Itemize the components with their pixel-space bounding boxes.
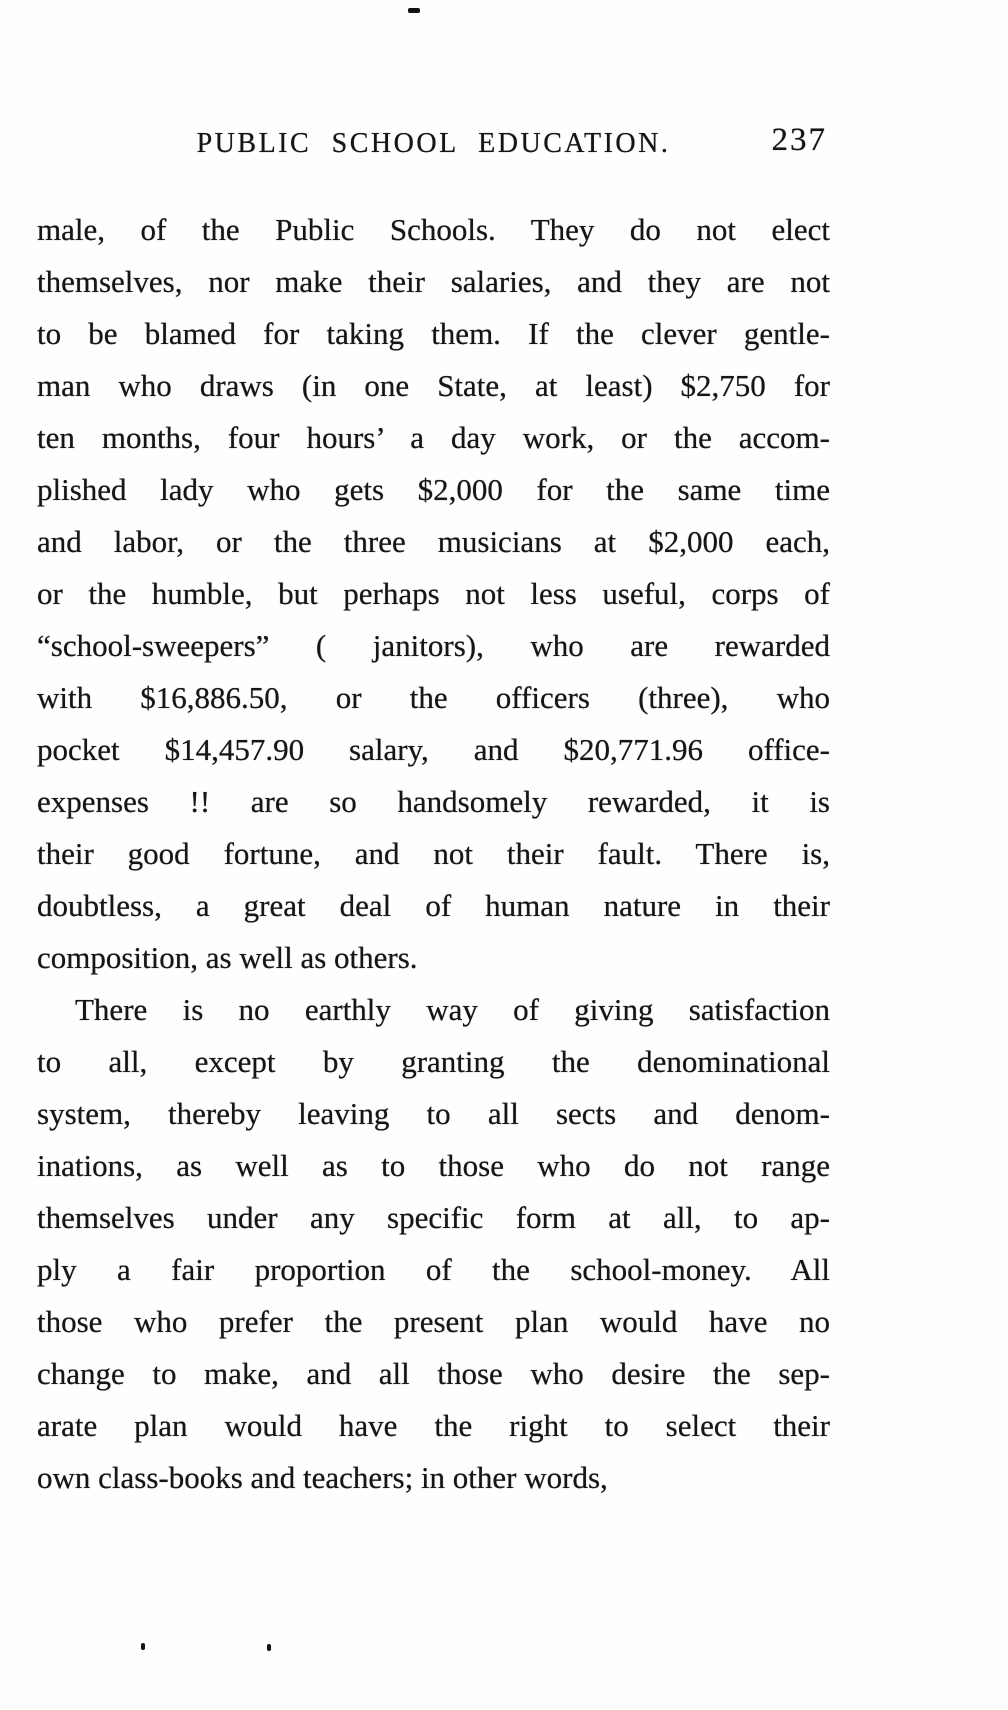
text-line: doubtless, a great deal of human nature in their — [37, 888, 830, 923]
text-line: those who prefer the present plan would have no — [37, 1304, 830, 1339]
text-line: There is no earthly way of giving satisfaction — [75, 992, 830, 1027]
text-line: plished lady who gets $2,000 for the same time — [37, 472, 830, 507]
text-line: pocket $14,457.90 salary, and $20,771.96 office- — [37, 732, 830, 767]
text-line: system, thereby leaving to all sects and denom- — [37, 1096, 830, 1131]
scan-artifact-dot — [141, 1643, 145, 1650]
scan-artifact-dash — [408, 8, 420, 13]
text-line: ten months, four hours’ a day work, or the accom- — [37, 420, 830, 455]
text-line: themselves, nor make their salaries, and they are not — [37, 264, 830, 299]
text-line: change to make, and all those who desire the sep- — [37, 1356, 830, 1391]
paragraph — [37, 204, 830, 984]
running-head — [37, 124, 830, 164]
text-line: expenses !! are so handsomely rewarded, it is — [37, 784, 830, 819]
text-line: composition, as well as others. — [37, 940, 418, 975]
text-line: with $16,886.50, or the officers (three), who — [37, 680, 830, 715]
text-line: inations, as well as to those who do not range — [37, 1148, 830, 1183]
text-line: own class-books and teachers; in other words, — [37, 1460, 608, 1495]
text-line: to be blamed for taking them. If the clever gentle- — [37, 316, 830, 351]
scan-artifact-dot — [267, 1644, 271, 1651]
paragraph — [37, 984, 830, 1504]
text-line: ply a fair proportion of the school-money. All — [37, 1252, 830, 1287]
page-title: PUBLIC SCHOOL EDUCATION. — [196, 128, 671, 159]
text-line: or the humble, but perhaps not less useful, corps of — [37, 576, 830, 611]
text-line: themselves under any specific form at all, to ap- — [37, 1200, 830, 1235]
text-line: male, of the Public Schools. They do not elect — [37, 212, 830, 247]
text-line: to all, except by granting the denominational — [37, 1044, 830, 1079]
text-line: their good fortune, and not their fault. There is, — [37, 836, 830, 871]
page-number: 237 — [771, 122, 827, 158]
text-line: man who draws (in one State, at least) $2,750 for — [37, 368, 830, 403]
text-line: arate plan would have the right to select their — [37, 1408, 830, 1443]
text-line: “school-sweepers” ( janitors), who are rewarded — [37, 628, 830, 663]
text-line: and labor, or the three musicians at $2,000 each, — [37, 524, 830, 559]
body-text — [37, 204, 830, 1504]
